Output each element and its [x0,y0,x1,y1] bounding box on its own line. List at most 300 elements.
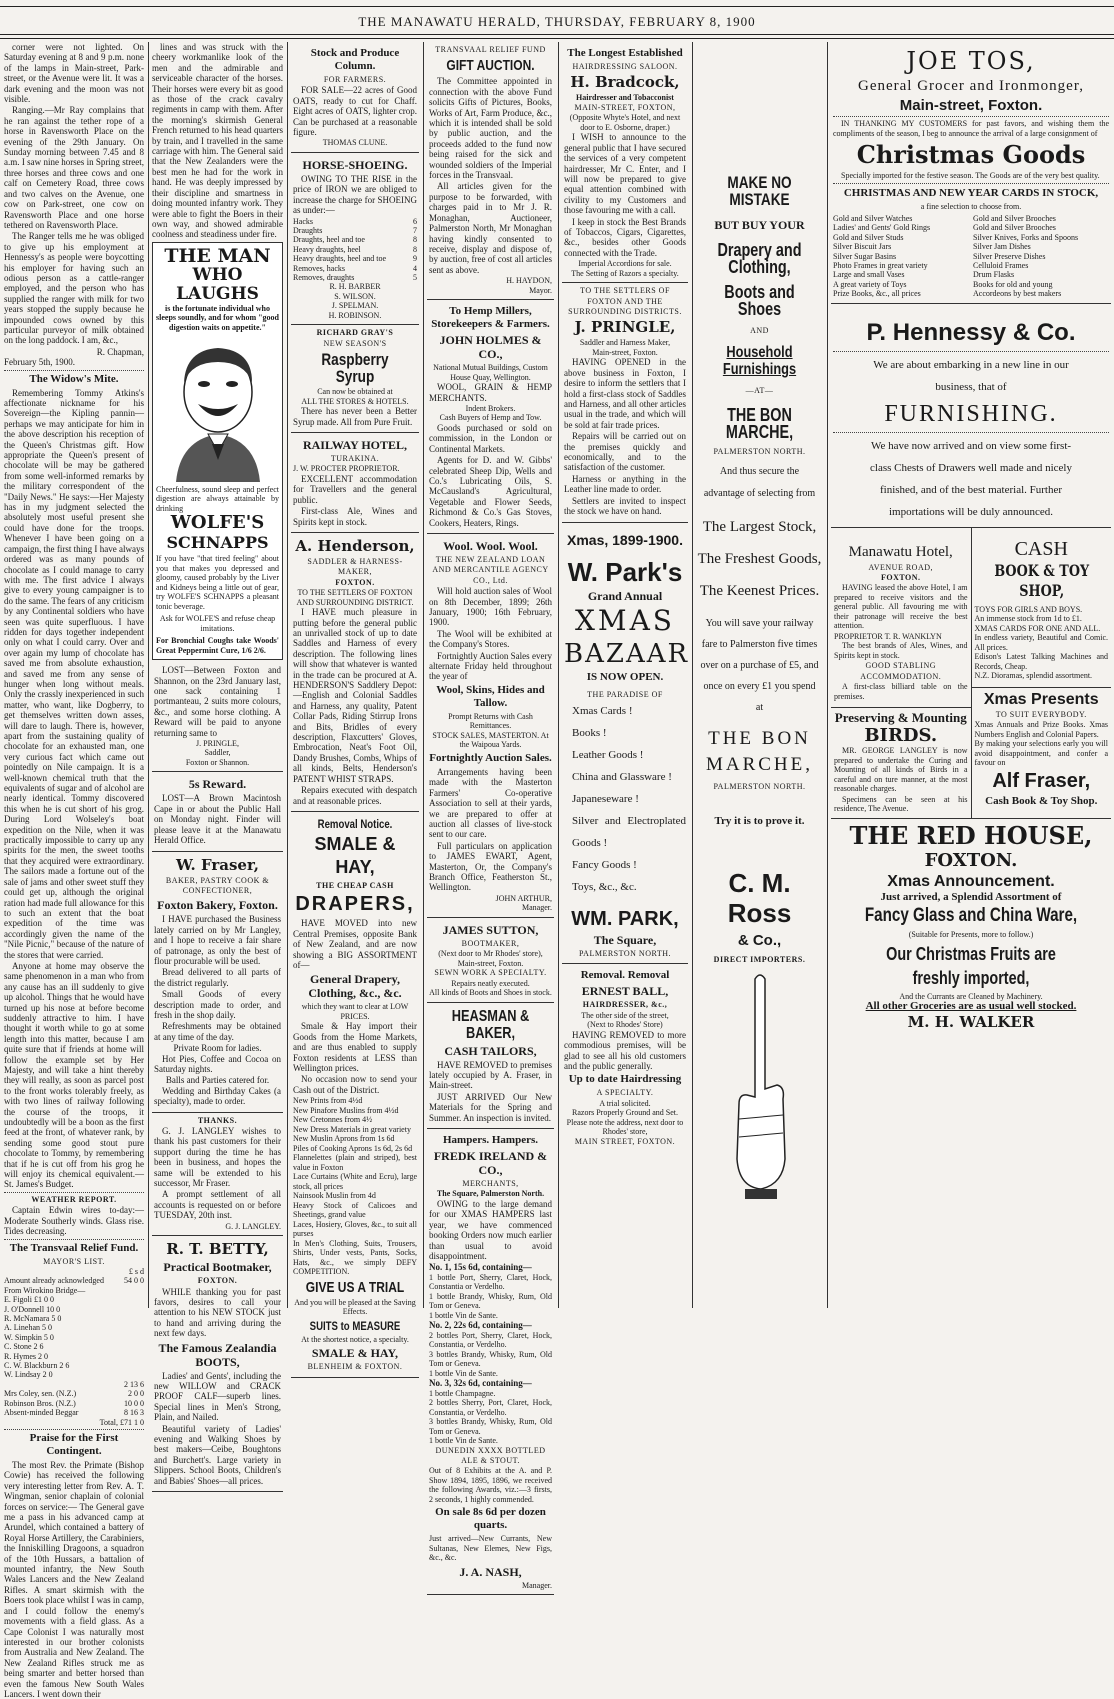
ad-signature: Mayor. [529,285,552,295]
masthead [0,0,1114,40]
ad-heading: Stock and Produce Column. [310,47,400,72]
donation-row-value [121,1295,144,1304]
ad-signature: Saddler, [204,748,231,758]
ad-text: Hot Pies, Coffee and Cocoa on Saturday nights. [154,1053,281,1074]
list-item: Gold and Silver Brooches [973,223,1056,233]
john-holmes-advertisement [427,300,554,534]
ad-heading: Our Christmas Fruits are freshly imported, [886,943,1056,988]
ad-heading: Main-street, Foxton. [899,97,1043,114]
ad-heading: J. PRINGLE, [574,318,676,337]
ad-text: GOOD STABLING ACCOMMODATION. [860,661,942,681]
list-item: Japaneseware ! [572,792,639,805]
section-subheading: MAYOR'S LIST. [43,1256,105,1266]
ad-text: TO THE SETTLERS OF FOXTON AND SURROUNDING DISTRICT. [296,588,414,607]
ad-text: HAVING REMOVED to more commodious premises, will be glad to see all his old customers and the public generally. [564,1029,686,1071]
ad-text: Refreshments may be obtained at any time of the day. [154,1021,281,1042]
ad-text: And thus secure the advantage of selecting from [703,466,816,500]
price-row-value: 7 [413,225,417,235]
list-item: Silver Jam Dishes [973,242,1031,252]
article-text: corner were not lighted. On Saturday evening at 8 and 9 p.m. none of the lamps in Main-street, Park-street, or the Avenue were lit. It was a dark evening and the moon was not visible. [4,42,144,105]
wolfes-schnapps-advertisement [152,242,283,660]
blank-space [696,42,823,172]
ad-text: (Suitable for Presents, more to follow.) [908,930,1034,940]
ad-signature: J. PRINGLE, [196,738,239,748]
ad-text: A prompt settlement of all accounts is requested on or before TUESDAY, 20th inst. [154,1189,281,1221]
ad-text: By making your selections early you will avoid disappointment, and confer a favour on [974,739,1108,768]
ad-subheading: SADDLER & HARNESS-MAKER, [307,556,403,577]
ad-heading: FREDK IRELAND & CO., [433,1149,548,1177]
list-item: A great variety of Toys [833,279,907,289]
horse-shoeing-notice [291,153,419,325]
ad-heading: C. M. Ross [727,867,792,928]
ad-text: And you will be pleased at the Saving Effects. [294,1297,416,1317]
price-row [293,273,417,282]
price-row-value: 6 [413,216,417,226]
ad-text: Full particulars on application to JAMES EWART, Agent, Masterton, Or, the Company's Branch Office, Featherston St., Wellington. [429,840,552,893]
ad-heading: Boots and Shoes [724,282,795,319]
hennessy-furnishing-advertisement [831,304,1111,528]
ad-heading: BUT BUY YOUR [714,218,805,232]
donation-row-label: Absent-minded Beggar [4,1408,79,1418]
ad-subheading: TRANSVAAL RELIEF FUND [435,45,546,54]
ad-text: Imperial Accordions for sale. [578,259,672,269]
donation-row-label: W. Simpkin 5 0 [4,1332,54,1342]
ad-signature: JOHN ARTHUR, [495,893,552,903]
column-rule [827,42,828,1308]
goods-list [833,214,1109,299]
ad-heading: Xmas Presents [983,690,1099,708]
ad-text: The best brands of Ales, Wines, and Spirits kept in stock. [834,641,968,660]
list-item: Silver Knives, Forks and Spoons [973,232,1079,242]
price-row [293,217,417,226]
donation-row [4,1286,144,1295]
ad-heading: THE RED HOUSE, [849,820,1093,850]
ad-heading: SMALE & HAY, [311,1346,399,1361]
donation-row [4,1352,144,1361]
ad-subheading: FOXTON. [335,577,375,587]
ad-heading: THE MAN [164,244,271,267]
ad-text: An immense stock from 1d to £1. [974,614,1082,624]
ad-text: Goods purchased or sold on commission, in the London or Continental Markets. [429,422,552,454]
ad-text: Arrangements having been made with the Masterton Farmers' Co-operative Association to sell at their yards, we are prepared to offer at auction all classes of live-stock sent to our care. [429,766,552,840]
ad-subheading: THE NEW ZEALAND LOAN AND MERCANTILE AGENCY CO., Ltd. [432,555,549,585]
ad-heading: ERNEST BALL, [581,984,669,999]
betty-bootmaker-advertisement [152,1236,283,1492]
donation-row-label: E. Figoli £1 0 0 [4,1295,55,1305]
stock-produce-column [291,42,419,153]
reward-notice [152,772,283,851]
pointing-hand-icon [725,969,795,1199]
column-rule [287,42,288,1308]
ad-text: IN THANKING MY CUSTOMERS for past favors, and wishing them the compliments of the season, I beg to announce the arrival of a large consignment of [833,119,1109,138]
donation-list [4,1276,144,1417]
list-item: Leather Goods ! [572,748,644,761]
ad-text: MAIN-STREET, FOXTON, [574,102,676,112]
ad-heading: Removal. Removal [580,969,670,982]
ad-heading: XMAS [574,603,675,637]
ad-text: I HAVE much pleasure in putting before the general public an unrivalled stock of up to date Saddles and Harness of every description. The following lines will show that whatever is wanted in the trade can be procured at A. HENDERSON'S Saddlery Depot:—English and Colonial Saddles and Harness, any quality, Patent Collar Pads, Riding Stirrup Irons and Bits, Bridles of every description, Flaxcutters' Gloves, Embrocation, Neat's Foot Oil, Dandy Brushes, Combs, Whips of all kinds, Belts, Henderson's PATENT WHIST STRAPS. [293,607,417,784]
donation-row [4,1323,144,1332]
donation-row-label [4,1380,121,1389]
ad-text: —AT— [745,386,774,396]
ad-text: HAVING OPENED in the above business in Foxton, I desire to inform the settlers that I hold a first-class stock of Saddles and Harness, and all other articles usual in the trade, and which will be sold at fair trade prices. [564,357,686,430]
article-text: lines and was struck with the cheery workmanlike look of the men and the admirable and serviceable character of the horses. Their horses were every bit as good as those of the crack cavalry regiments in camp with them. After the morning's skirmish General French returned to his head quarters by train, and I travelled in the same carriage with him. The General said that the New Zealanders were the best men he had for the work in hand. He was deeply impressed by their discipline and smartness in doing mounted infantry work. They were able to fight the Boers in their own way, and showed admirable coolness and steadiness under fire. [152,42,283,240]
ad-text: All articles given for the purpose to be forwarded, with charges paid in to Mr J. R. Monaghan, Auctioneer, Palmerston North, Mr Monaghan having kindly consented to receive, display and dispose of, by auction, free of cost all articles sent as above. [429,181,552,275]
column-rule [148,42,149,1308]
ad-heading: Practical Bootmaker, [163,1260,272,1275]
donation-row-value: 10 0 0 [124,1398,144,1408]
ad-subheading: FOXTON. [880,573,921,583]
donation-row-label: R. Hymes 2 0 [4,1351,48,1361]
ad-signature: Manager. [522,903,552,913]
donation-row [4,1389,144,1398]
fraser-bakery-advertisement [152,852,283,1113]
price-row [293,254,417,263]
ad-heading: GIVE US A TRIAL [305,1278,405,1296]
ad-heading: W. Fraser, [176,855,259,874]
ad-text: N.Z. Dioramas, splendid assortment. [974,671,1093,681]
ad-heading: CASH TAILORS, [444,1043,537,1058]
ad-text: STOCK SALES, MASTERTON. At the Waipoua Yards. [432,730,549,750]
ad-text: The other side of the street, [581,1010,669,1020]
ad-text: JUST ARRIVED Our New Materials for the Spring and Summer. An inspection is invited. [429,1091,552,1123]
ad-text: A SPECIALTY. [596,1088,654,1098]
ad-heading: HEASMAN & BAKER, [451,1007,530,1042]
ad-heading: A. Henderson, [295,536,415,555]
list-item: Accordeons by best makers [973,289,1062,299]
ad-heading: CHRISTMAS AND NEW YEAR CARDS IN STOCK, [843,186,1099,199]
column-5 [562,42,688,1308]
donation-row [4,1399,144,1408]
ad-heading: The Keenest Prices. [699,583,820,600]
newspaper-title: THE MANAWATU HERALD, THURSDAY, FEBRUARY 8, 1900 [358,14,756,29]
ad-text: Razors Properly Ground and Set. [572,1108,678,1118]
price-list [293,217,417,283]
donation-row-label: From Wirokino Bridge— [4,1285,86,1295]
donation-row [4,1408,144,1417]
ad-heading: Raspberry Syrup [321,350,389,387]
gift-auction-notice [427,42,554,300]
ad-heading: HORSE-SHOEING. [302,157,408,172]
donation-row-value [121,1361,144,1370]
ad-text: HAVE MOVED into new Central Premises, opposite Bank of New Zealand, and are now showing a BIG ASSORTMENT of— [293,918,417,970]
donation-row [4,1342,144,1351]
ad-heading: JOHN HOLMES & CO., [439,333,542,362]
donation-row-value: 8 16 3 [124,1408,144,1418]
ad-text: You will save your railway fare to Palmerston five times over on a purchase of £5, and once on every £1 you spend at [700,618,819,714]
ad-text: (Next to Rhodes' Store) [587,1020,663,1030]
ad-heading: R. T. BETTY, [166,1240,269,1259]
raspberry-syrup-advertisement [291,325,419,433]
ad-text: First-class Ale, Wines and Spirits kept in stock. [293,506,417,527]
article-text: The Ranger tells me he was obliged to give up his employment at Hennessy's as people were boycotting his employer for having such an odious person as a cattle-ranger employed, and the person who has supplied the ranger with milk for two years stopped the supply because he impounded cows owned by this particular purveyor of milk obtained on the long paddock. I am, &c., [4,231,144,346]
ad-heading: Christmas Goods [856,140,1086,169]
ad-text: Out of 8 Exhibits at the A. and P. Show 1894, 1895, 1896, we received the following Awards, viz.:—3 firsts, 2 seconds, 1 highly commended. [429,1466,552,1504]
ad-text: Can now be obtained at [317,387,393,397]
ad-text: SEWN WORK A SPECIALTY. [434,968,547,978]
ad-heading: JAMES SUTTON, [442,922,539,937]
list-item: Gold and Silver Brooches [973,214,1056,223]
heasman-baker-advertisement [427,1003,554,1129]
ad-heading: Cash Book & Toy Shop. [985,794,1098,807]
ad-subheading: MERCHANTS, [462,1179,519,1188]
ad-heading: RAILWAY HOTEL, [302,438,408,453]
column-rule [558,42,559,1308]
ad-text: We are about embarking in a new line in our business, that of [873,358,1069,393]
lost-notice [152,662,283,772]
ad-text: New Prints from 4½d New Pinafore Muslins from 4½d New Cretonnes from 4½ New Dress Materials in great variety New Muslin Aprons from 1s 6d Piles of Cooking Aprons 1s 6d, 2s 6d Flannelettes (plain and striped), best value in Foxton Lace Curtains (White and Ecru), large stock, all prices Nainsook Muslin from 4d Heavy Stock of Calicoes and Sheetings, grand value Laces, Hosiery, Gloves, &c., to suit all purses In Men's Clothing, Suits, Trousers, Shirts, Under vests, Pants, Socks, Hats, &c., we simply DEFY COMPETITION. [293,1096,417,1277]
list-item: China and Glassware ! [572,770,672,783]
ad-heading: The Square, [593,932,657,947]
ad-text: is the fortunate individual who sleeps soundly, and for whom "good digestion waits on appetite." [156,303,279,332]
column-6 [696,42,823,1308]
ad-heading: THE BON MARCHE, [705,728,814,776]
ad-text: No occasion now to send your Cash out of the District. [293,1074,417,1095]
ad-heading: RICHARD GRAY'S [316,328,394,338]
ad-heading: IS NOW OPEN. [586,670,664,683]
article-text: Ranging.—Mr Ray complains that he ran against the tether rope of a horse in Ravensworth Place on the evening of the 29th January. On Sunday morning between 7.45 and 8 a.m. I saw nine horses in Spring street, three horses and three cows and one calf on Cemetery Road, three cows and two calves on the Avenue, one cow on Park-street, one cow on Ravensworth Place and one horse tethered on Ravensworth Place. [4,105,144,230]
article-heading: The Widow's Mite. [29,372,119,385]
ad-text: PROPRIETOR T. R. WANKLYN [834,631,942,641]
donation-row-label: Mrs Coley, sen. (N.Z.) [4,1389,77,1399]
price-row-label: Removes, draughts [293,273,355,282]
ad-text: A trial solicited. [599,1098,651,1108]
donation-row-label: Robinson Bros. (N.Z.) [4,1398,76,1408]
ad-subheading: Main-street, Foxton. [592,347,658,357]
column-1 [4,42,144,1699]
ad-text: Fortnightly Auction Sales every alternate Friday held throughout the year of [429,650,552,682]
ad-heading: CASH [1014,537,1068,560]
ad-heading: Xmas, 1899-1900. [567,531,683,548]
ad-text: Cash Buyers of Hemp and Tow. [439,413,542,423]
ad-heading: FURNISHING. [884,400,1058,427]
ad-heading: Xmas Announcement. [887,872,1055,890]
article-text: Remembering Tommy Atkins's affectionate nickname for his Sovereign—the Kipling pannin—perhaps we may anticipate for him in the above description his reception of the Queen's Christmas gift. How appropriate the Queen's present of chocolate will be may be gathered from some well-informed remarks by the military correspondent of the "Daily News." He says:—Her Majesty has in my judgment selected the absolutely most useful present she could have done for the troops. Whenever I have been going on a campaign, the first thing I have always ordered was as many pounds of chocolate as I could manage to carry with me. The first advice I always give to every young campaigner is to do the same. The fears of any criticism by any Continental soldiers who have seen was quite superfluous. I have ridden for days together independent only on what I could carry. Over and over again my lump of chocolate has saved me from absolute exhaustion, and saved me from any sense of hunger when long without meals. Only the crassly inexperienced in such matter, who want, like Dogberry, to get themselves written down asses, will dare to laugh. There is, however, apart from the sustaining quality of chocolate for an exhausted man, one very curious fact which came out pointedly on Nile campaign. It is a well-known chemical truth that the equivalents of sugar and of alcohol are nearly identical. Tommy discovered this when he is cut short of his grog. During Lord Wolseley's boat expedition on the Nile, when it was practically impossible to carry up any spirits for the men, the sweet tooths that they acquired were extraordinary. The sailors made a fortune out of the sale of jams and other sweet stuff they could get up, although the original ration had made full allowance for this to such an extent that the boat expedition of the time was accordingly given the name of the "Nile Picnic," because of the nature of the stores that were carried. [4,387,144,960]
price-row-label: Hacks [293,216,313,226]
donation-row-value: 2 0 0 [128,1389,144,1399]
article-heading: The Transvaal Relief Fund. [9,1241,139,1254]
ad-heading: Preserving & Mounting [834,710,967,726]
column-2 [152,42,283,1486]
ad-heading: Fancy Glass and China Ware, [864,905,1078,927]
ad-text: Please note the address, next door to Rhodes' store, [566,1117,684,1137]
ad-text: Bread delivered to all parts of the district regularly. [154,967,281,988]
article-heading: Praise for the First Contingent. [29,1432,119,1457]
donation-row-value [121,1370,144,1379]
bradcock-hairdresser-advertisement [562,42,688,283]
ad-heading: H. Bradcock, [570,73,680,92]
ad-text: Small Goods of every description made to order, and fresh in the shop daily. [154,989,281,1020]
donation-row-label: C. Stone 2 6 [4,1342,44,1352]
ad-text: Repairs will be carried out on the premises quickly and economically, and to the satisfaction of the customer. [564,431,686,473]
ad-heading: General Drapery, Clothing, &c., &c. [308,972,402,1001]
ad-heading: THANKS. [197,1115,238,1125]
ad-text: I HAVE purchased the Business lately carried on by Mr Langley, and I hope to receive a fair share of patronage, as only the best of flour procurable will be used. [154,914,281,966]
column-rule [692,42,693,1308]
price-row [293,245,417,254]
ad-heading: Fortnightly Auction Sales. [429,751,552,764]
column-rule [423,42,424,1308]
ad-signature: G. J. LANGLEY. [225,1221,281,1231]
ad-subheading: General Grocer and Ironmonger, [858,78,1084,94]
smale-hay-advertisement [291,812,419,1378]
thanks-notice [152,1113,283,1237]
ad-subheading: FOR FARMERS. [323,75,387,84]
ad-heading: Manawatu Hotel, [848,543,953,560]
article-text: The most Rev. the Primate (Bishop Cowie) has received the following very interesting letter from Rev. A. T. Wingman, senior chaplain of colonial forces on service:— The General gave me a pass in his advanced camp at Arundel, which contained a battery of Royal Horse Artillery, the Carabiniers, the Inniskilling Dragoons, a squadron of the 10th Hussars, a battalion of mounted infantry, the New South Wales Lancers and the New Zealand Rifles. A smart skirmish with the Boers took place whilst I was in camp, and I could follow the enemy's movements with a field glass. As a Cape Colonist I was naturally most interested in our brother colonists from Australia and New Zealand. The New Zealand Rifles struck me as being smarter and better horsed than even the famous New South Wales Lancers. I went down their [4,1460,144,1699]
ad-text: Repairs neatly executed. [451,978,530,988]
ad-text: Xmas Annuals and Prize Books. Xmas Numbers English and Colonial Papers. [974,720,1108,739]
list-total: Total, £71 1 0 [99,1417,144,1427]
ad-text: If you have "that tired feeling" about you that makes you depressed and gloomy, caused probably by the Liver and Kidneys being a little out of gear, try WOLFE'S SCHNAPPS a pleasant tonic beverage. [156,554,279,611]
ad-heading: THE BON MARCHE, [725,404,794,442]
ad-heading: The Famous Zealandia BOOTS, [158,1340,277,1369]
ad-text: Balls and Parties catered for. [165,1075,270,1086]
two-column-ads [831,528,1111,819]
list-item: Drum Flasks [973,270,1015,280]
ad-text: WHILE thanking you for past favors, desires to call your attention to his NEW STOCK just to hand and arriving during the next few days. [154,1286,281,1339]
price-row-value: 5 [413,273,417,282]
list-item: Gold and Silver Studs [833,232,904,242]
ad-heading: BIRDS. [864,725,938,747]
ad-text: I WISH to announce to the general public that I have secured the services of a very competent hairdresser, Mr C. Enter, and I will now be prepared to give equal attention combined with civility to my Customers and those favouring me with a call. [564,132,686,216]
list-item: Silver Preserve Dishes [973,251,1046,261]
ad-heading: GIFT AUCTION. [446,57,535,75]
ad-subheading: AVENUE ROAD, [868,562,934,572]
ad-text: LOST—Between Foxton and Shannon, on the 23rd January last, one sack containing 1 portmanteau, 2 suits more colours, &c., and some horse clothing. A Reward will be paid to anyone returning same to [154,665,281,738]
ad-subheading: PALMERSTON NORTH. [713,782,806,792]
ad-heading: Try it is to prove it. [714,814,805,827]
ad-text: Repairs executed with despatch and at reasonable prices. [293,785,417,806]
ad-heading: WHO LAUGHS [176,264,259,304]
donation-row-value [121,1305,144,1314]
ad-text: Harness or anything in the Leather line made to order. [564,473,686,495]
ad-heading: On sale 8s 6d per dozen quarts. [435,1506,546,1532]
ad-text: MAIN STREET, FOXTON. [574,1136,676,1146]
ad-text: Wedding and Birthday Cakes (a specialty), made to order. [154,1085,281,1107]
ad-heading: Grand Annual [587,588,663,603]
ad-subheading: HAIRDRESSER, &c., [582,1000,668,1010]
list-item: Xmas Cards ! [572,704,633,717]
ad-subheading: PALMERSTON NORTH. [578,948,672,958]
ad-text: Will hold auction sales of Wool on 8th December, 1899; 26th January, 1900; 16th February, 1900. [429,586,552,628]
ad-text: OWING TO THE RISE in the price of IRON we are obliged to increase the charge for SHOEING as under:— [293,173,417,216]
ad-heading: 5s Reward. [188,777,247,792]
ad-signature: THOMAS CLUNE. [322,138,388,148]
ad-text: A first-class billiard table on the premises. [834,682,968,701]
ad-heading: Alf Fraser, [992,769,1091,792]
section-heading: WEATHER REPORT. [31,1194,117,1204]
ad-signature: H. HAYDON, [506,276,552,286]
ad-heading: Up to date Hairdressing [568,1073,682,1086]
ad-text: Smale & Hay import their Goods from the Home Markets, and are thus enabled to supply Foxton residents at LESS than Wellington prices. [293,1021,417,1073]
donation-row-label: C. W. Blackburn 2 6 [4,1361,70,1371]
ad-text: HAVE REMOVED to premises lately occupied by A. Fraser, in Main-street. [429,1059,552,1091]
ad-subheading: DUNEDIN XXXX BOTTLED ALE & STOUT. [435,1445,546,1465]
donation-row [4,1276,144,1285]
donation-row-label: A. Linehan 5 0 [4,1323,52,1333]
ad-text: ALL THE STORES & HOTELS. [301,396,409,406]
ad-heading: JOE TOS, [906,47,1036,75]
ad-signature: J. A. NASH, [459,1564,522,1579]
ad-text: In endless variety, Beautiful and Comic. All prices. [974,633,1108,652]
ad-heading: SMALE & HAY, [314,833,396,877]
ad-heading: The Freshest Goods, [697,551,822,568]
list-item: Silver Sugar Basins [833,251,897,261]
ad-heading: WM. PARK, [571,907,679,930]
donation-row-value [121,1342,144,1351]
list-item: Silver and Electroplated Goods ! [572,814,686,849]
ad-signature: R. H. BARBER S. WILSON. J. SPELMAN. H. ROBINSON. [328,282,382,320]
ad-subheading: FOXTON. [197,1276,238,1286]
list-item: Prize Books, &c., all prices [833,289,921,299]
ad-text: The Wool will be exhibited at the Company's Stores. [429,628,552,650]
donation-row [4,1305,144,1314]
ad-heading: Removal Notice. [317,816,393,831]
ad-text: Ask for WOLFE'S and refuse cheap imitations. [159,614,276,633]
donation-row [4,1361,144,1370]
donation-row-label: W. Lindsay 2 0 [4,1370,53,1380]
ad-text: FOR SALE—22 acres of Good OATS, ready to cut for Chaff. Eight acres of OATS, lighter crop. Can be purchased at a reasonable figure. [293,85,417,138]
ad-subheading: THE CHEAP CASH [316,880,394,890]
ad-subheading: Saddler and Harness Maker, [579,338,671,348]
ad-text: AND [750,326,769,335]
ad-subheading: Hairdresser and Tobacconist [576,93,674,103]
column-3 [291,42,419,1372]
signature: R. Chapman, [96,346,144,357]
ad-heading: Wool, Skins, Hides and Tallow. [436,683,545,709]
ad-text: Specimens can be seen at his residence, The Avenue. [834,794,968,814]
price-row-value: 4 [413,263,417,273]
pringle-saddler-advertisement [562,283,688,522]
ad-signature: M. H. WALKER [907,1012,1035,1031]
ad-text: WOOL, GRAIN & HEMP MERCHANTS. [429,382,552,403]
article-text: Captain Edwin wires to-day:—Moderate Southerly winds. Glass rise. Tides decreasing. [4,1205,144,1237]
hamper-heading: No. 2, 22s 6d, containing— [429,1320,532,1331]
ad-text: Just arrived—New Currants, New Sultanas, New Elemes, New Figs, &c., &c. [429,1534,552,1563]
ad-text: There has never been a Better Syrup made. All from Pure Fruit. [293,406,417,427]
ad-heading: & Co., [737,931,782,949]
ad-heading: MAKE NO MISTAKE [727,173,792,209]
ad-text: TOYS FOR GIRLS AND BOYS. [974,604,1083,614]
ad-text: The Committee appointed in connection with the above Fund solicits Gifts of Pictures, Books, Works of Art, Farm Produce, &c., which it is intended shall be sold by public auction, and the proceeds added to the fund now being raised for the sick and wounded soldiers of the Imperial forces in the Transvaal. [429,76,552,181]
ad-text: For Bronchial Coughs take Woods' Great Peppermint Cure, 1/6 2/6. [156,636,279,655]
goods-list-right [973,214,1109,299]
ad-heading: W. Park's [567,556,683,587]
ad-text: Ladies' and Gents', including the new WILLOW and CRACK PROOF CALF—superb lines. Special lines in Men's Strong, Plain, and Nailed. [154,1370,281,1423]
donation-row-label: R. McNamara 5 0 [4,1314,62,1324]
ad-text: Just arrived, a Splendid Assortment of [880,890,1062,903]
ad-text: At the shortest notice, a specialty. [301,1334,409,1344]
donation-row-label: J. O'Donnell 10 0 [4,1304,61,1314]
ad-subheading: The Square, Palmerston North. [436,1189,545,1199]
ad-text: We have now arrived and on view some first-class Chests of Drawers well made and nicely finished, and of the best material. Further importations will be duly announced. [870,439,1072,518]
price-row-value: 8 [413,235,417,245]
hamper-heading: No. 3, 32s 6d, containing— [429,1378,532,1389]
ad-heading: The Largest Stock, [702,519,817,536]
ad-text: G. J. LANGLEY wishes to thank his past customers for their support during the time he has been in business, and hopes the same will be extended to his successor, Mr Fraser. [154,1126,281,1189]
ad-text: And the Currants are Cleaned by Machinery. [899,991,1043,1001]
ad-heading: Hampers. Hampers. [442,1134,538,1146]
donation-row [4,1295,144,1304]
ad-text: OWING to the large demand for our XMAS HAMPERS last year, we have commenced booking Orders now much earlier than usual to avoid disappointment. [429,1198,552,1261]
list-item: Photo Frames in great variety [833,261,928,271]
ad-heading: Foxton Bakery, Foxton. [157,898,278,913]
donation-row [4,1333,144,1342]
ad-heading: BOOK & TOY SHOP, [993,560,1089,600]
ad-subheading: TO SUIT EVERYBODY. [995,709,1087,719]
hamper-contents: 2 bottles Port, Sherry, Claret, Hock, Constantia, or Verdelho. 3 bottles Brandy, Whisky, Rum, Old Tom or Geneva. 1 bottle Vin de Sante. [429,1330,552,1378]
